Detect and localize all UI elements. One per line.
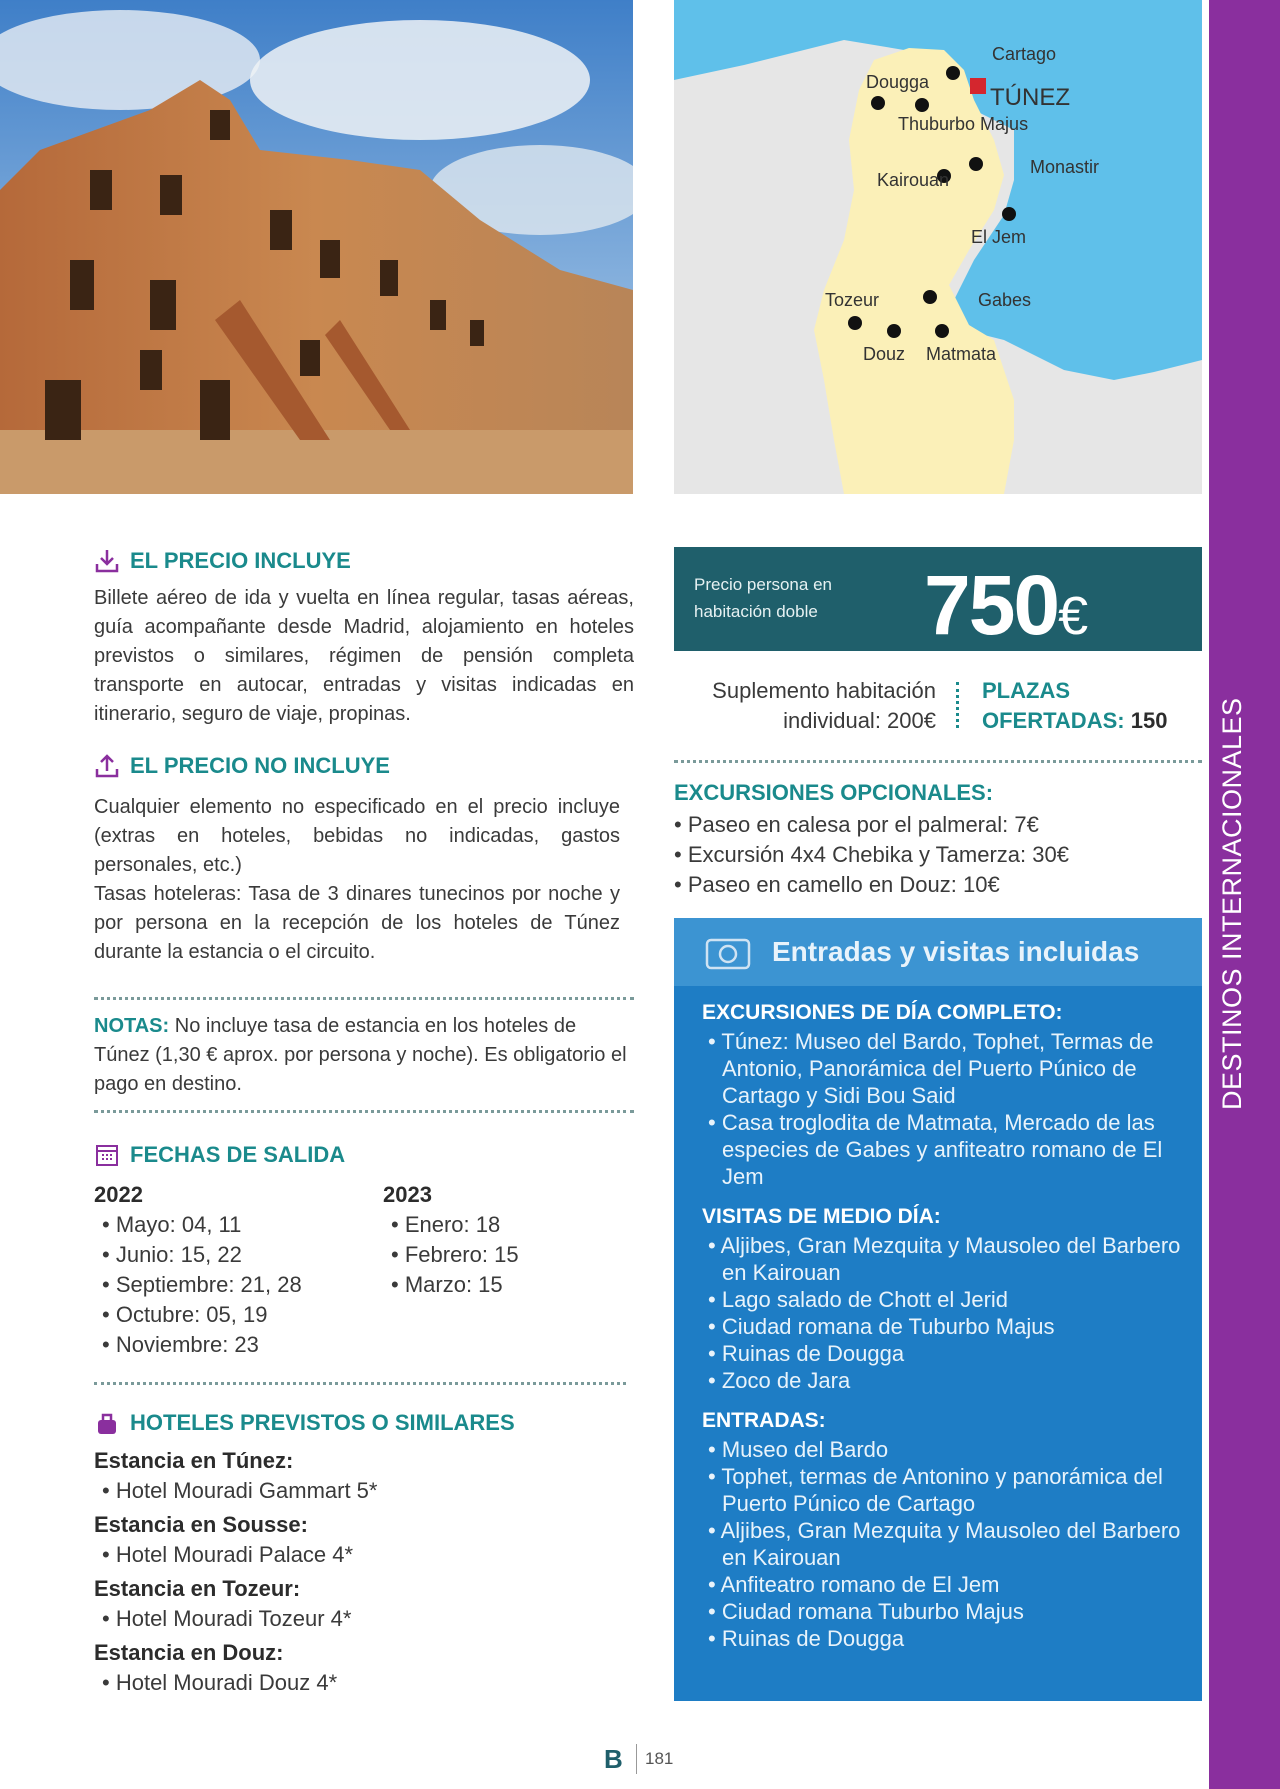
price-label-line: Precio persona en — [694, 575, 832, 594]
precio-no-incluye-heading — [94, 753, 620, 779]
entradas-item: • Ruinas de Dougga — [702, 1625, 1192, 1652]
divider — [94, 997, 634, 1000]
medio-dia-item: • Aljibes, Gran Mezquita y Mausoleo del Barbero en Kairouan — [702, 1232, 1192, 1286]
medio-dia-item: • Lago salado de Chott el Jerid — [702, 1286, 1192, 1313]
map-dot — [848, 316, 862, 330]
hotel-place: Estancia en Túnez: — [94, 1448, 294, 1473]
city-label: Tozeur — [825, 290, 880, 310]
city-label: Matmata — [926, 344, 997, 364]
map-dot — [915, 98, 929, 112]
precio-no-incluye-title: EL PRECIO NO INCLUYE — [130, 753, 390, 778]
page-number: 181 — [645, 1749, 674, 1768]
medio-dia-title: VISITAS DE MEDIO DÍA: — [702, 1205, 941, 1228]
price-value — [924, 557, 1086, 654]
dia-completo-title: EXCURSIONES DE DÍA COMPLETO: — [702, 1001, 1063, 1024]
hoteles-section — [94, 1410, 634, 1698]
notas-text: No incluye tasa de estancia en los hoteles de Túnez (1,30 € aprox. por persona y noche). Es obligatorio el pago en destino. — [94, 1015, 627, 1095]
section-label: DESTINOS INTERNACIONALES — [1217, 697, 1247, 1110]
entradas-item: • Anfiteatro romano de El Jem — [702, 1571, 1192, 1598]
excursion-item: • Paseo en calesa por el palmeral: 7€ — [674, 810, 1202, 840]
suplemento-block — [684, 676, 936, 736]
capital-marker — [970, 78, 986, 94]
hotel-place: Estancia en Douz: — [94, 1640, 284, 1665]
fechas-title: FECHAS DE SALIDA — [130, 1142, 346, 1167]
date-item: • Noviembre: 23 — [102, 1330, 383, 1360]
section-sidebar — [1209, 0, 1280, 1789]
city-label: Gabes — [978, 290, 1032, 310]
plazas-line: PLAZAS — [982, 678, 1070, 703]
date-item: • Enero: 18 — [391, 1210, 519, 1240]
map-dot — [887, 324, 901, 338]
date-item: • Junio: 15, 22 — [102, 1240, 383, 1270]
price-amount: 750 — [924, 558, 1059, 652]
download-icon — [94, 548, 120, 574]
hotel-bag-icon — [94, 1410, 120, 1436]
hoteles-heading — [94, 1410, 634, 1436]
entradas-subtitle: ENTRADAS: — [702, 1409, 826, 1432]
entradas-title: Entradas y visitas incluidas — [772, 936, 1140, 967]
hotel-name: • Hotel Mouradi Douz 4* — [102, 1670, 338, 1695]
city-label: Kairouan — [877, 170, 950, 190]
date-item: • Mayo: 04, 11 — [102, 1210, 383, 1240]
upload-icon — [94, 753, 120, 779]
suplemento-line: individual: 200€ — [783, 708, 936, 733]
year-2022: 2022 — [94, 1182, 143, 1207]
hotel-name: • Hotel Mouradi Palace 4* — [102, 1542, 354, 1567]
price-box — [674, 547, 1202, 651]
medio-dia-item: • Ruinas de Dougga — [702, 1340, 1192, 1367]
hoteles-title: HOTELES PREVISTOS O SIMILARES — [130, 1410, 515, 1435]
map-dot — [1002, 207, 1016, 221]
hotel-name: • Hotel Mouradi Tozeur 4* — [102, 1606, 352, 1631]
precio-incluye-section — [94, 548, 634, 729]
map-dot — [935, 324, 949, 338]
divider — [94, 1382, 626, 1385]
hotel-name-text: Hotel Mouradi Gammart 5* — [115, 1478, 378, 1503]
hotel-place: Estancia en Sousse: — [94, 1512, 308, 1537]
map-dot — [923, 290, 937, 304]
precio-incluye-title: EL PRECIO INCLUYE — [130, 548, 351, 573]
dia-completo-item: • Casa troglodita de Matmata, Mercado de las especies de Gabes y anfiteatro romano de El Jem — [702, 1109, 1192, 1190]
precio-incluye-heading — [94, 548, 634, 574]
map-dot — [871, 96, 885, 110]
date-item: • Septiembre: 21, 28 — [102, 1270, 383, 1300]
medio-dia-item: • Zoco de Jara — [702, 1367, 1192, 1394]
tunisia-map — [674, 0, 1202, 494]
city-label: TÚNEZ — [990, 84, 1070, 111]
divider — [674, 760, 1202, 763]
map-dot — [946, 66, 960, 80]
precio-no-incluye-text: Cualquier elemento no especificado en el precio incluye (extras en hoteles, bebidas no indicadas, gastos personales, etc.) — [94, 796, 620, 876]
city-label: Thuburbo Majus — [898, 114, 1029, 134]
divider — [94, 1110, 634, 1113]
city-label: Dougga — [866, 72, 930, 92]
fechas-heading — [94, 1142, 634, 1168]
entradas-item: • Ciudad romana Tuburbo Majus — [702, 1598, 1192, 1625]
date-item: • Octubre: 05, 19 — [102, 1300, 383, 1330]
footer-divider — [636, 1744, 637, 1774]
entradas-item: • Museo del Bardo — [702, 1436, 1192, 1463]
entradas-box — [674, 918, 1202, 1701]
excursion-item: • Paseo en camello en Douz: 10€ — [674, 870, 1202, 900]
map-dot — [969, 157, 983, 171]
excursiones-opcionales-section — [674, 780, 1202, 900]
dia-completo-item: • Túnez: Museo del Bardo, Tophet, Termas de Antonio, Panorámica del Puerto Púnico de Cartago y Sidi Bou Said — [702, 1028, 1192, 1109]
city-label: El Jem — [971, 227, 1027, 247]
suplemento-line: Suplemento habitación — [712, 678, 936, 703]
city-label: Monastir — [1030, 157, 1100, 177]
date-item: • Marzo: 15 — [391, 1270, 519, 1300]
plazas-value: 150 — [1130, 708, 1168, 733]
ksar-photo — [0, 0, 633, 494]
plazas-block — [982, 676, 1167, 736]
city-label: Douz — [863, 344, 906, 364]
hotel-place: Estancia en Tozeur: — [94, 1576, 301, 1601]
entradas-header — [674, 918, 1202, 986]
hotel-name: • Hotel Mouradi Gammart 5* — [102, 1478, 378, 1503]
brand-logo: B — [604, 1744, 623, 1774]
price-label-line: habitación doble — [694, 602, 818, 621]
vertical-divider — [956, 682, 959, 728]
precio-no-incluye-section — [94, 753, 620, 967]
hotel-name-text: Hotel Mouradi Douz 4* — [115, 1670, 338, 1695]
excursion-item: • Excursión 4x4 Chebika y Tamerza: 30€ — [674, 840, 1202, 870]
year-2023: 2023 — [383, 1182, 432, 1207]
entradas-item: • Tophet, termas de Antonino y panorámica del Puerto Púnico de Cartago — [702, 1463, 1192, 1517]
fechas-section — [94, 1142, 634, 1360]
precio-incluye-text: Billete aéreo de ida y vuelta en línea regular, tasas aéreas, guía acompañante desde Madrid, alojamiento en hoteles previstos o similares, régimen de pensión completa transporte en autocar, entradas y visitas indicadas en itinerario, seguro de viaje, propinas. — [94, 587, 634, 725]
plazas-label: OFERTADAS: — [982, 708, 1125, 733]
entradas-item: • Aljibes, Gran Mezquita y Mausoleo del Barbero en Kairouan — [702, 1517, 1192, 1571]
notas-label: NOTAS: — [94, 1015, 170, 1037]
hotel-name-text: Hotel Mouradi Palace 4* — [115, 1542, 354, 1567]
excursiones-title: EXCURSIONES OPCIONALES: — [674, 780, 994, 805]
city-label: Cartago — [992, 44, 1057, 64]
price-label — [694, 571, 832, 625]
notas-block — [94, 1012, 634, 1099]
price-currency: € — [1058, 586, 1087, 646]
calendar-icon — [94, 1142, 120, 1168]
tasas-hoteleras-text: Tasas hoteleras: Tasa de 3 dinares tunecinos por noche y por persona en la recepción de los hoteles de Túnez durante la estancia o el circuito. — [94, 883, 620, 963]
ticket-icon — [704, 932, 752, 972]
medio-dia-item: • Ciudad romana de Tuburbo Majus — [702, 1313, 1192, 1340]
hotel-name-text: Hotel Mouradi Tozeur 4* — [115, 1606, 352, 1631]
date-item: • Febrero: 15 — [391, 1240, 519, 1270]
